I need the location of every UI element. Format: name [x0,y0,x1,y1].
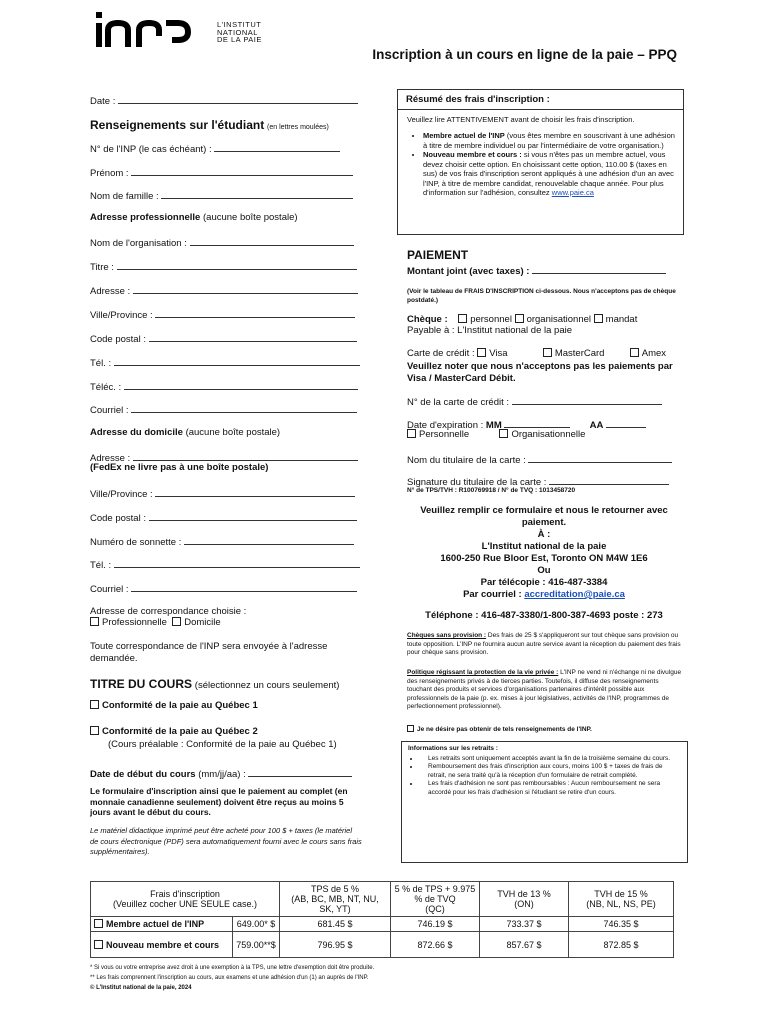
last-name-row [90,189,360,202]
fees-header-gst: TPS de 5 % (AB, BC, MB, NT, NU, SK, YT) [280,882,391,917]
cheque-money-order-checkbox[interactable] [594,314,603,323]
page-title: Inscription à un cours en ligne de la paie – PPQ [372,47,677,62]
fees-header-qc: 5 % de TPS + 9.975 % de TVQ (QC) [391,882,480,917]
summary-heading: Résumé des frais d'inscription : [398,90,683,110]
privacy-policy [407,669,685,712]
optout-checkbox[interactable] [407,725,414,732]
fees-cell: 872.85 $ [569,932,674,958]
tax-numbers: N° de TPS/TVH : R100769918 / N° de TVQ : 1013458720 [407,487,576,494]
summary-item-new-title: Nouveau membre et cours : [423,150,522,159]
card-type-row [407,429,585,440]
optout-label: Je ne désire pas obtenir de tels renseignements de l'INP. [417,726,592,733]
visa-checkbox[interactable] [477,348,486,357]
fedex-note: (FedEx ne livre pas à une boîte postale) [90,462,269,473]
mastercard-label: MasterCard [554,348,605,359]
org-line-3: DE LA PAIE [217,35,262,44]
return-email-row [400,589,688,601]
fees-cell: 733.37 $ [480,917,569,932]
summary-item-member-text: (vous êtes membre en souscrivant à une adhésion à titre de membre individuel ou par l'intermédiaire de votre organisation.) [423,131,675,150]
home-email-input[interactable] [131,582,357,592]
cheque-personal-label: personnel [470,314,512,325]
copyright: © L'Institut national de la paie, 2024 [90,985,192,991]
last-name-input[interactable] [161,189,353,199]
cheque-row [407,314,637,325]
privacy-title: Politique régissant la protection de la vie privée : [407,669,559,676]
fee-new-member-checkbox[interactable] [94,940,103,949]
inp-number-label: N° de l'INP (le cas échéant) : [90,144,212,155]
amount-input[interactable] [532,264,666,274]
cheque-personal-checkbox[interactable] [458,314,467,323]
address-row [90,284,360,297]
cheque-label: Chèque : [407,314,448,325]
inp-logo-mark [94,10,206,50]
deadline-note: Le formulaire d'inscription ainsi que le paiement au complet (en monnaie canadienne seulement) doivent être reçus au moins 5 jours avant le début du cours. [90,786,348,817]
fees-header-on: TVH de 13 % (ON) [480,882,569,917]
corr-label: Adresse de correspondance choisie : [90,606,247,617]
date-label: Date : [90,96,116,107]
course2-checkbox[interactable] [90,726,99,735]
home-postal-label: Code postal : [90,513,146,524]
home-email-row [90,582,360,595]
address-input[interactable] [133,284,358,294]
cheque-org-checkbox[interactable] [515,314,524,323]
home-note: (aucune boîte postale) [185,427,281,438]
course2-prereq: (Cours préalable : Conformité de la paie au Québec 1) [108,739,337,750]
return-to: À : [537,529,551,540]
visa-label: Visa [489,348,508,359]
course1-checkbox[interactable] [90,700,99,709]
inp-number-input[interactable] [214,142,340,152]
corr-professional-checkbox[interactable] [90,617,99,626]
corr-home-checkbox[interactable] [172,617,181,626]
fee-new-member-label: Nouveau membre et cours [106,939,220,950]
first-name-label: Prénom : [90,168,129,179]
card-personal-label: Personnelle [419,429,470,440]
fees-cell: 746.19 $ [391,917,480,932]
mastercard-checkbox[interactable] [543,348,552,357]
email-row [90,403,360,416]
footnote-exemption: * Si vous ou votre entreprise avez droit à une exemption à la TPS, une lettre d'exemption doit être produite. [90,965,375,971]
home-phone-row [90,558,360,571]
fax-label: Téléc. : [90,382,122,393]
table-row [91,932,674,958]
org-line-2: NATIONAL [217,27,258,37]
withdrawal-item: • Remboursement des frais d'inscription aux cours, moins 100 $ + taxes de frais de retrait, ne sera traité qu'à la réception d'un formulaire de retrait complété. [420,763,681,780]
civic-row [90,535,360,548]
work-address-heading: Adresse professionnelle [90,212,201,223]
card-number-input[interactable] [512,395,662,405]
summary-item-member [423,131,675,150]
summary-list [398,131,683,198]
start-date-format: (mm/jj/aa) : [198,769,246,780]
card-personal-checkbox[interactable] [407,429,416,438]
student-note: (en lettres moulées) [267,124,329,131]
card-number-label: N° de la carte de crédit : [407,397,510,408]
amex-checkbox[interactable] [630,348,639,357]
email-label: Courriel : [90,405,129,416]
fee-summary-box [397,89,684,235]
job-title-row [90,260,360,273]
fees-cell: 872.66 $ [391,932,480,958]
return-fax: Par télécopie : 416-487-3384 [480,577,608,588]
membership-link[interactable]: www.paie.ca [551,188,594,197]
card-row [407,348,666,359]
privacy-text: L'INP ne vend ni n'échange ni ne divulgue des renseignements privés à de tierces parties. Toutefois, il diffuse des renseignements touchant des produits et services d'organisations partenaires d'intérêt possible aux professionnels de la paie (p. ex. mises à jour législatives, activités de l'INP, programmes de perfectionnement professionnel). [407,669,682,710]
first-name-input[interactable] [131,166,353,176]
fees-header-row [91,882,674,917]
cheque-money-order-label: mandat [605,314,638,325]
return-email-link[interactable]: accreditation@paie.ca [524,589,625,600]
inp-number-row [90,142,360,155]
return-address: 1600-250 Rue Bloor Est, Toronto ON M4W 1E6 [440,553,648,564]
inp-logo [94,10,206,50]
job-title-input[interactable] [117,260,357,270]
material-note: Le matériel didactique imprimé peut être acheté pour 100 $ + taxes (le matériel de cours électronique (PDF) sera automatiquement fourni avec le cours sans frais supplémentaires). [90,826,362,856]
postal-row [90,332,360,345]
amount-label: Montant joint (avec taxes) : [407,266,530,277]
summary-intro: Veuillez lire ATTENTIVEMENT avant de choisir les frais d'inscription. [407,115,635,124]
org-name-input[interactable] [190,236,354,246]
home-phone-input[interactable] [114,558,360,568]
course1-row [90,700,360,711]
phone-input[interactable] [114,356,360,366]
course-heading-row [90,677,339,691]
home-postal-input[interactable] [149,511,357,521]
cheque-org-label: organisationnel [526,314,592,325]
corr-options [90,617,360,628]
corr-note: Toute correspondance de l'INP sera envoyée à l'adresse demandée. [90,641,328,664]
home-city-input[interactable] [155,487,355,497]
org-name-block [217,21,262,44]
table-row [91,917,674,932]
fees-cell: 759.00**$ [233,932,280,958]
student-heading-row [90,118,329,132]
expiry-aa-input[interactable] [606,418,646,428]
return-phone: Téléphone : 416-487-3380/1-800-387-4693 poste : 273 [425,610,663,621]
return-or: Ou [537,565,551,576]
civic-input[interactable] [184,535,354,545]
course-heading: TITRE DU COURS [90,677,192,691]
start-date-input[interactable] [248,767,352,777]
nsf-title: Chèques sans provision : [407,632,487,639]
holder-label: Nom du titulaire de la carte : [407,455,526,466]
home-phone-label: Tél. : [90,560,112,571]
withdrawal-item-nonrefundable [420,780,681,797]
home-address-label: Adresse : [90,453,131,464]
fees-row-label [91,932,233,958]
postal-label: Code postal : [90,334,146,345]
optout-row [407,725,592,733]
amount-note: (Voir le tableau de FRAIS D'INSCRIPTION ci-dessous. Nous n'acceptons pas de chèque postdaté.) [407,288,676,304]
amount-row [407,264,666,277]
corr-professional-label: Professionnelle [102,617,167,628]
city-label: Ville/Province : [90,310,153,321]
withdrawals-heading: Informations sur les retraits : [408,745,498,752]
footnotes [90,963,374,993]
expiry-aa-label: AA [589,420,604,431]
fee-member-label: Membre actuel de l'INP [106,919,205,929]
fees-header-fees: Frais d'inscription (Veuillez cocher UNE SEULE case.) [91,882,280,917]
fees-cell: 649.00* $ [233,917,280,932]
postal-input[interactable] [149,332,357,342]
fees-cell: 681.45 $ [280,917,391,932]
fax-row [90,380,360,393]
summary-item-member-title: Membre actuel de l'INP [423,131,505,140]
home-postal-row [90,511,360,524]
debit-note: Veuillez noter que nous n'acceptons pas les paiements par Visa / MasterCard Débit. [407,361,673,384]
withdrawal-item: • Les retraits sont uniquement acceptés avant la fin de la troisième semaine du cours. [420,755,681,764]
org-name-row [90,236,360,249]
nsf-text: Des frais de 25 $ s'appliqueront sur tout chèque sans provision ou toute opposition. L'INP ne fournira aucun autre service avant la réception du paiement des frais pour chèque sans provision. [407,632,681,656]
card-label: Carte de crédit : [407,348,475,359]
fees-cell: 796.95 $ [280,932,391,958]
home-address-input[interactable] [133,451,358,461]
card-org-label: Organisationnelle [511,429,586,440]
fees-header-atl: TVH de 15 % (NB, NL, NS, PE) [569,882,674,917]
fees-cell: 857.67 $ [480,932,569,958]
return-email-prefix: Par courriel : [463,589,525,600]
org-name-label: Nom de l'organisation : [90,238,187,249]
address-label: Adresse : [90,286,131,297]
phone-label: Tél. : [90,358,112,369]
start-date-label: Date de début du cours [90,769,196,780]
fees-row-label [91,917,233,932]
work-address-heading-row [90,212,360,223]
student-heading: Renseignements sur l'étudiant [90,118,265,132]
return-org: L'Institut national de la paie [481,541,607,552]
fees-cell: 746.35 $ [569,917,674,932]
date-row [90,94,360,107]
job-title-label: Titre : [90,262,114,273]
payable-to: Payable à : L'Institut national de la paie [407,325,573,336]
fees-table [90,881,674,958]
withdrawal-item-text: Les frais d'adhésion ne sont pas remboursables : Aucun remboursement ne sera accordé pour les frais d'adhésion si l'étudiant se retire d'un cours. [428,780,661,796]
work-address-note: (aucune boîte postale) [203,212,298,223]
first-name-row [90,166,360,179]
fee-member-checkbox[interactable] [94,919,103,928]
civic-label: Numéro de sonnette : [90,537,182,548]
signature-label: Signature du titulaire de la carte : [407,477,547,488]
home-city-label: Ville/Province : [90,489,153,500]
expiry-label: Date d'expiration : [407,420,484,431]
return-line1: Veuillez remplir ce formulaire et nous le retourner avec paiement. [420,505,668,528]
email-input[interactable] [131,403,357,413]
last-name-label: Nom de famille : [90,191,159,202]
signature-input[interactable] [549,475,669,485]
withdrawals-list [402,755,687,798]
nsf-policy [407,632,685,658]
amex-label: Amex [641,348,667,359]
home-city-row [90,487,360,500]
date-input[interactable] [118,94,358,104]
holder-row [407,453,672,466]
summary-item-new-text: si vous n'êtes pas un membre actuel, vous devez choisir cette option. En choisissant cette option, 110.00 $ (taxes en sus) de vos frais d'inscription seront appliqués à une adhésion d'un an avec l'INP, à titre de membre candidat, renouvelable chaque année. Pour plus d'information sur l'adhésion, consultez [423,150,674,197]
course-note: (sélectionnez un cours seulement) [194,680,340,691]
fax-input[interactable] [124,380,358,390]
expiry-mm-input[interactable] [504,418,570,428]
course2-label: Conformité de la paie au Québec 2 [102,726,258,737]
corr-home-label: Domicile [184,617,221,628]
start-date-row [90,767,360,780]
expiry-mm-label: MM [485,420,502,431]
home-heading: Adresse du domicile [90,427,183,438]
org-line-1: L'INSTITUT [217,20,262,29]
card-number-row [407,395,662,408]
course1-label: Conformité de la paie au Québec 1 [102,700,258,711]
summary-item-new [423,150,675,198]
home-email-label: Courriel : [90,584,129,595]
city-input[interactable] [155,308,355,318]
card-org-checkbox[interactable] [499,429,508,438]
city-row [90,308,360,321]
return-block [400,505,688,622]
holder-input[interactable] [528,453,672,463]
payment-heading: PAIEMENT [407,248,469,262]
course2-row [90,726,360,737]
footnote-includes: ** Les frais comprennent l'inscription au cours, aux examens et une adhésion d'un (1) an auprès de l'INP. [90,975,369,981]
phone-row [90,356,360,369]
fees-table-wrap [90,881,674,958]
withdrawals-box [401,741,688,863]
home-heading-row [90,427,360,438]
